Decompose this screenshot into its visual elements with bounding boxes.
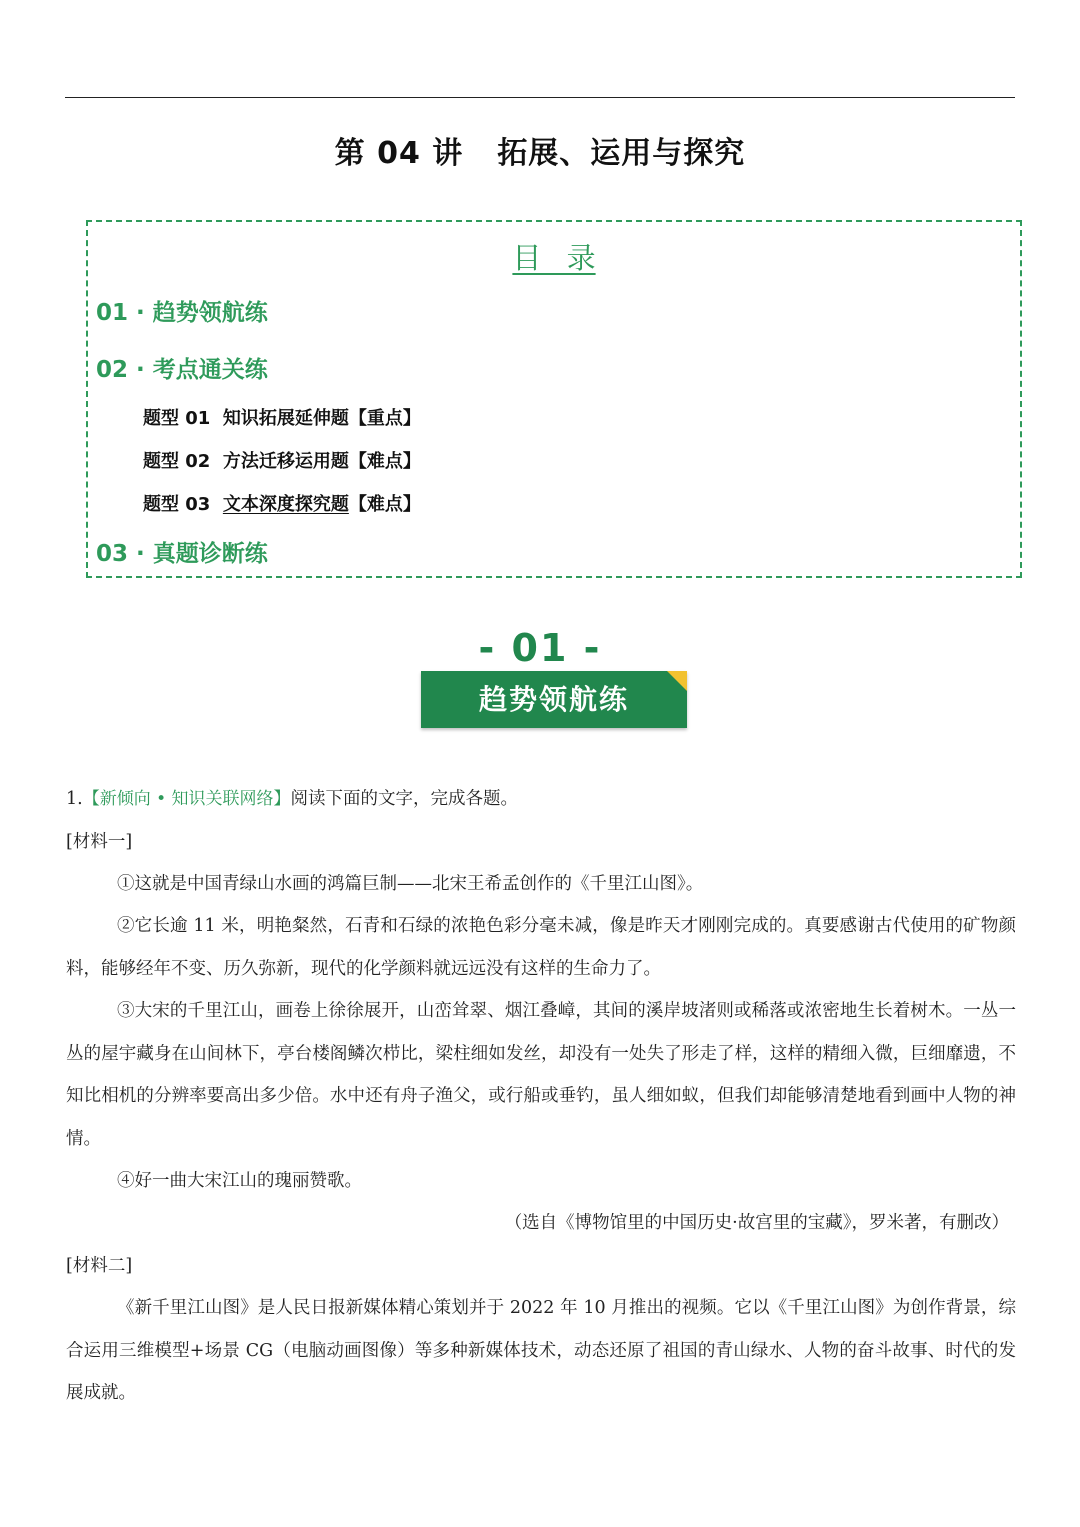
- toc-item-03[interactable]: [143, 490, 421, 516]
- lecture-topic: 拓展、运用与探究: [497, 136, 746, 171]
- toc-section-01[interactable]: 01 · 趋势领航练: [96, 300, 268, 326]
- toc-item-title: 文本深度探究题: [222, 494, 349, 515]
- header-rule: [65, 97, 1015, 98]
- toc-item-prefix: 题型 03: [143, 494, 211, 515]
- toc-item-tag: 【难点】: [348, 494, 421, 515]
- toc-section-03[interactable]: 03 · 真题诊断练: [96, 541, 268, 567]
- toc-section-02[interactable]: 02 · 考点通关练: [96, 357, 268, 383]
- toc-item-prefix: 题型 02: [143, 451, 211, 472]
- question-prompt: 阅读下面的文字，完成各题。: [290, 789, 519, 809]
- material1-label: [材料一]: [66, 832, 133, 852]
- toc-item-tag: 【难点】: [348, 451, 421, 472]
- section-banner-label: 趋势领航练: [478, 683, 629, 716]
- toc-item-title: 方法迁移运用题: [222, 451, 349, 472]
- question-stem: [66, 778, 1016, 821]
- table-of-contents: [86, 220, 1022, 578]
- toc-heading: 目 录: [512, 241, 596, 275]
- material1-paragraph-4: ④好一曲大宋江山的瑰丽赞歌。: [117, 1171, 362, 1191]
- toc-item-tag: 【重点】: [348, 408, 421, 429]
- lecture-number: 第 04 讲: [334, 136, 464, 171]
- question-tag: 【新倾向 • 知识关联网络】: [82, 789, 291, 809]
- material1-source: （选自《博物馆里的中国历史·故宫里的宝藏》，罗米著，有删改）: [504, 1213, 1009, 1233]
- toc-item-01[interactable]: [143, 404, 421, 430]
- material1-paragraph-3: ③大宋的千里江山，画卷上徐徐展开，山峦耸翠、烟江叠嶂，其间的溪岸坡渚则或稀落或浓密地生长着树木。一丛一丛的屋宇藏身在山间林下，亭台楼阁鳞次栉比，梁柱细如发丝，却没有一处失了形走了样，这样的精细入微，巨细靡遗，不知比相机的分辨率要高出多少倍。水中还有舟子渔父，或行船或垂钓，虽人细如蚁，但我们却能够清楚地看到画中人物的神情。: [66, 1001, 1016, 1149]
- material1-paragraph-2: ②它长逾 11 米，明艳粲然，石青和石绿的浓艳色彩分毫未减，像是昨天才刚刚完成的。真要感谢古代使用的矿物颜料，能够经年不变、历久弥新，现代的化学颜料就远远没有这样的生命力了。: [66, 916, 1016, 979]
- question-number: 1.: [66, 789, 83, 809]
- banner-corner-ribbon: [667, 671, 687, 691]
- section-number: - 01 -: [478, 626, 602, 670]
- toc-item-02[interactable]: [143, 447, 421, 473]
- toc-item-prefix: 题型 01: [143, 408, 211, 429]
- section-banner: [421, 671, 687, 728]
- toc-item-title: 知识拓展延伸题: [222, 408, 349, 429]
- lecture-title: [0, 128, 1080, 172]
- material2-label: [材料二]: [66, 1256, 133, 1276]
- material2-paragraph: 《新千里江山图》是人民日报新媒体精心策划并于 2022 年 10 月推出的视频。它以《千里江山图》为创作背景，综合运用三维模型+场景 CG（电脑动画图像）等多种新媒体技术，动态还原了祖国的青山绿水、人物的奋斗故事、时代的发展成就。: [66, 1298, 1016, 1403]
- material1-paragraph-1: ①这就是中国青绿山水画的鸿篇巨制——北宋王希孟创作的《千里江山图》。: [117, 874, 704, 894]
